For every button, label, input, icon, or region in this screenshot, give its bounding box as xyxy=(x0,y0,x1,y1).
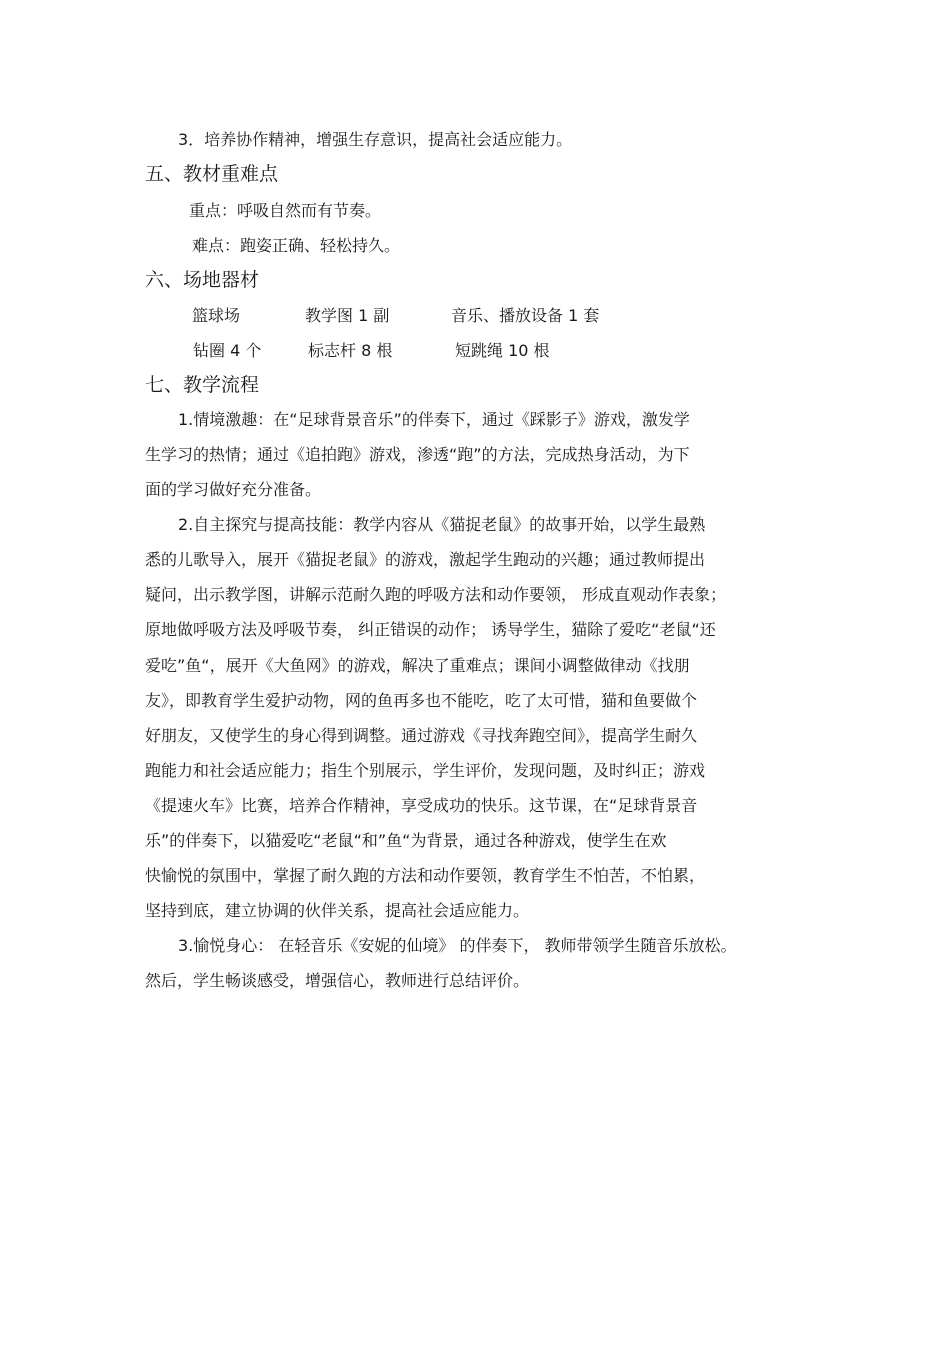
process-text-line: 悉的儿歌导入，展开《猫捉老鼠》的游戏，激起学生跑动的兴趣；通过教师提出 xyxy=(145,550,706,569)
process-text-line: 跑能力和社会适应能力；指生个别展示，学生评价，发现问题，及时纠正；游戏 xyxy=(145,761,706,780)
section-heading-key-points: 五、教材重难点 xyxy=(145,163,279,185)
process-text-line: 生学习的热情；通过《追拍跑》游戏，渗透“跑”的方法，完成热身活动，为下 xyxy=(145,445,690,464)
difficult-point-text: 难点：跑姿正确、轻松持久。 xyxy=(192,236,401,255)
process-text-line: 爱吃”鱼“，展开《大鱼网》的游戏，解决了重难点；课间小调整做律动《找朋 xyxy=(145,656,690,675)
equipment-item: 标志杆 8 根 xyxy=(308,341,393,360)
process-text-line: 2.自主探究与提高技能：教学内容从《猫捉老鼠》的故事开始，以学生最熟 xyxy=(178,515,706,534)
process-text-line: 乐”的伴奏下，以猫爱吃“老鼠“和”鱼“为背景，通过各种游戏，使学生在欢 xyxy=(145,831,667,850)
process-text-line: 《提速火车》比赛，培养合作精神，享受成功的快乐。这节课，在“足球背景音 xyxy=(145,796,698,815)
process-text-line: 然后，学生畅谈感受，增强信心，教师进行总结评价。 xyxy=(145,971,530,990)
process-text-line: 1.情境激趣：在“足球背景音乐”的伴奏下，通过《踩影子》游戏，激发学 xyxy=(178,410,690,429)
process-text-line: 疑问，出示教学图，讲解示范耐久跑的呼吸方法和动作要领， 形成直观动作表象； xyxy=(145,585,727,604)
section-heading-teaching-process: 七、教学流程 xyxy=(145,374,260,396)
section-heading-equipment: 六、场地器材 xyxy=(145,269,260,291)
process-text-line: 面的学习做好充分准备。 xyxy=(145,480,322,499)
equipment-item: 短跳绳 10 根 xyxy=(455,341,550,360)
process-text-line: 好朋友，又使学生的身心得到调整。通过游戏《寻找奔跑空间》，提高学生耐久 xyxy=(145,726,698,745)
process-text-line: 友》，即教育学生爱护动物，网的鱼再多也不能吃，吃了太可惜，猫和鱼要做个 xyxy=(145,691,698,710)
process-text-line: 原地做呼吸方法及呼吸节奏， 纠正错误的动作； 诱导学生，猫除了爱吃“老鼠“还 xyxy=(145,620,716,639)
equipment-item: 钻圈 4 个 xyxy=(193,341,262,360)
goal-item-3: 3．培养协作精神，增强生存意识，提高社会适应能力。 xyxy=(178,130,573,149)
equipment-item: 音乐、播放设备 1 套 xyxy=(451,306,600,325)
equipment-item: 篮球场 xyxy=(192,306,241,325)
process-text-line: 快愉悦的氛围中，掌握了耐久跑的方法和动作要领，教育学生不怕苦，不怕累， xyxy=(145,866,706,885)
equipment-item: 教学图 1 副 xyxy=(305,306,390,325)
process-text-line: 3.愉悦身心： 在轻音乐《安妮的仙境》 的伴奏下， 教师带领学生随音乐放松。 xyxy=(178,936,737,955)
key-point-text: 重点：呼吸自然而有节奏。 xyxy=(189,201,382,220)
process-text-line: 坚持到底，建立协调的伙伴关系，提高社会适应能力。 xyxy=(145,901,530,920)
